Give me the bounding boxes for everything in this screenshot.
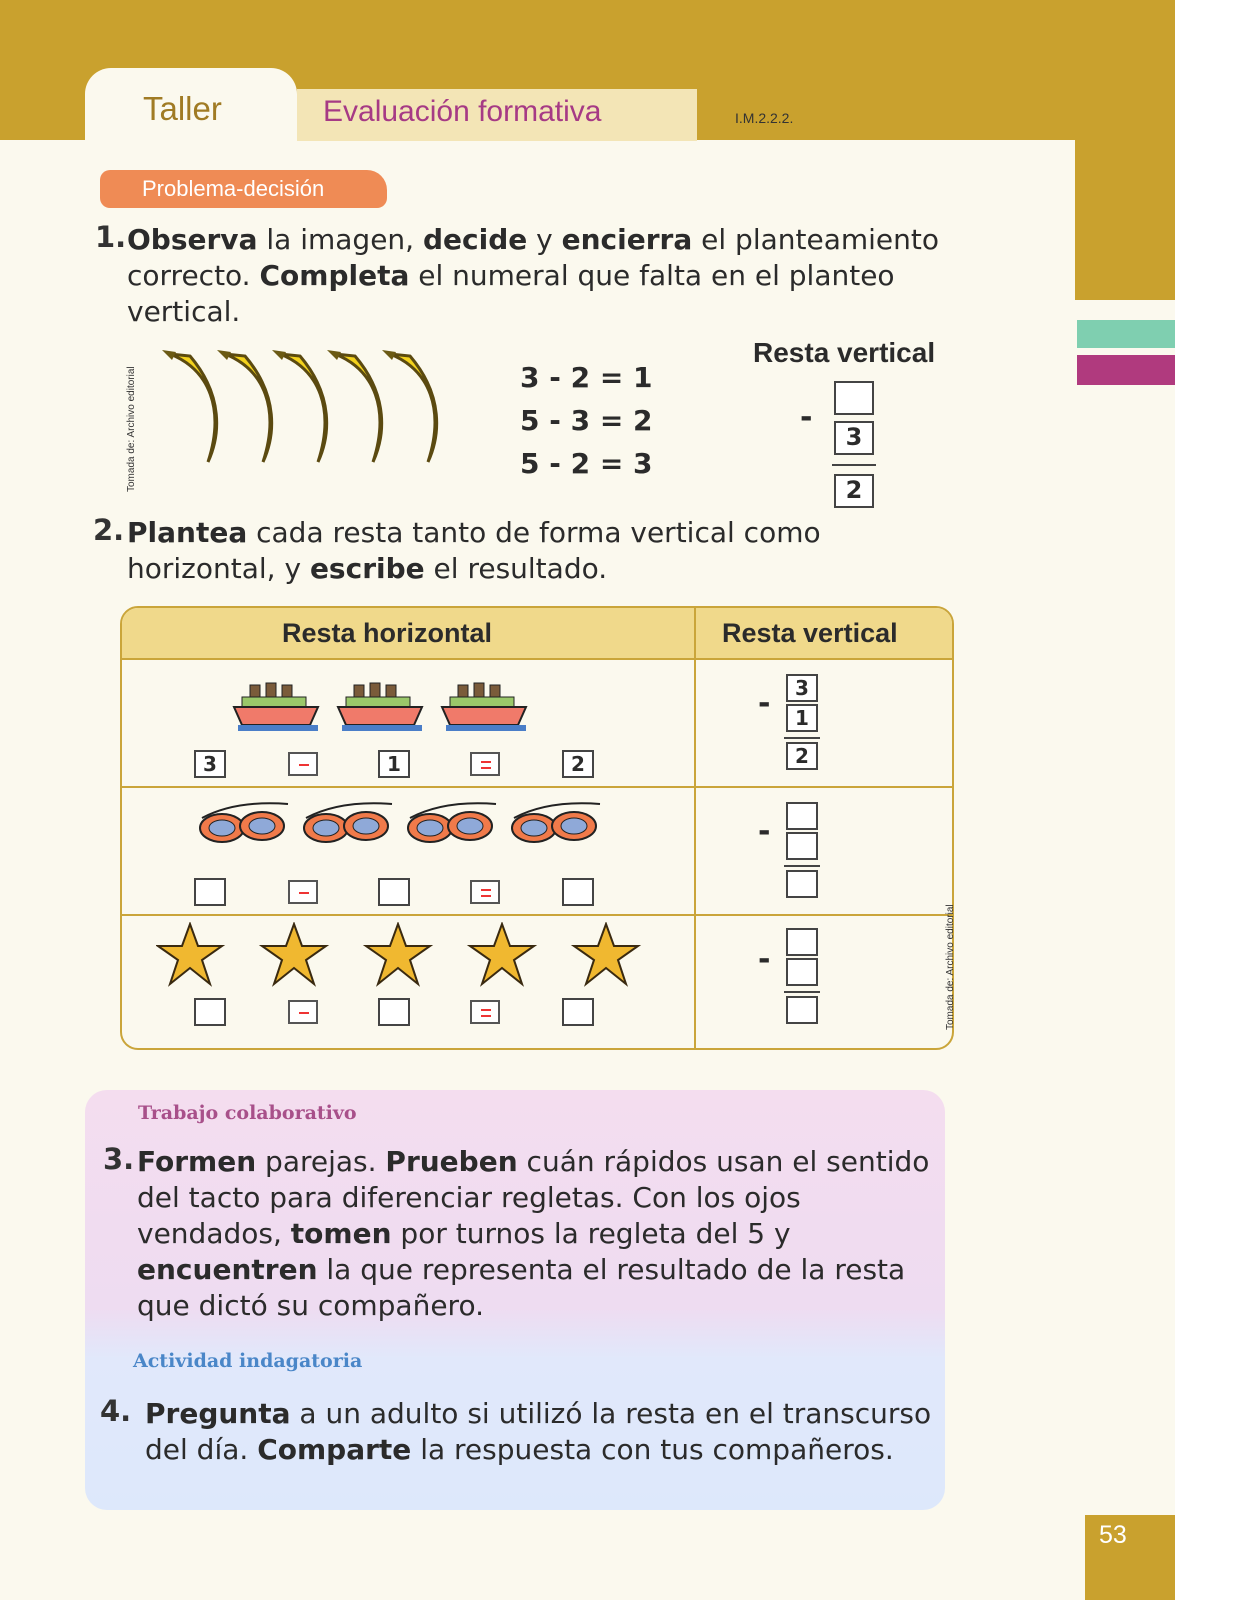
ex1-word-decide: decide [422, 223, 528, 256]
ship-icon [442, 683, 526, 731]
ex3-word-prueben: Prueben [385, 1145, 518, 1178]
minus-operator-box [288, 1000, 318, 1024]
ex3-text-2: cuán rápidos usan el sentido del tacto para diferenciar regletas. Con los ojos vendados, [137, 1145, 930, 1250]
row3-vertical-box[interactable] [786, 928, 818, 956]
ex3-word-formen: Formen [137, 1145, 257, 1178]
table-column-divider [694, 608, 696, 1048]
ex3-word-tomen: tomen [290, 1217, 392, 1250]
row3-answer-box[interactable] [562, 998, 594, 1026]
banana-icon [272, 350, 327, 462]
page-number-tab [1085, 1515, 1175, 1600]
row3-vertical-line [784, 991, 820, 993]
tab-taller [85, 68, 297, 158]
banana-icon [327, 350, 382, 462]
row2-answer-box[interactable] [194, 878, 226, 906]
ex3-text-3: por turnos la regleta del 5 y [391, 1217, 791, 1250]
tab-evaluacion-label: Evaluación formativa [323, 95, 602, 128]
starfish-icon [158, 924, 222, 984]
ex1-result-box: 2 [834, 474, 874, 508]
table-divider [122, 786, 952, 788]
ship-icon [234, 683, 318, 731]
starfish-icon [470, 924, 534, 984]
row1-subtrahend-box: 1 [378, 750, 410, 778]
row3-vertical-box[interactable] [786, 996, 818, 1024]
ex1-missing-numeral-box[interactable] [834, 381, 874, 415]
row1-vertical-result: 2 [786, 742, 818, 770]
ex2-number: 2. [93, 513, 125, 547]
banana-icon [162, 350, 217, 462]
table-divider [122, 914, 952, 916]
right-band [1075, 0, 1175, 300]
actividad-indagatoria-label: Actividad indagatoria [133, 1350, 363, 1372]
magenta-stripe [1077, 355, 1175, 385]
row1-vertical-middle: 1 [786, 704, 818, 732]
ex1-vertical-title: Resta vertical [753, 337, 936, 368]
ex2-image-credit: Tomada de: Archivo editorial [945, 904, 956, 1030]
ex3-text [137, 1144, 937, 1324]
ex1-text-3: el planteamiento correcto. [127, 223, 939, 292]
row2-answer-box[interactable] [562, 878, 594, 906]
ex1-text-4: el numeral que falta en el planteo vertical. [127, 259, 895, 328]
ex4-text [145, 1396, 935, 1468]
ex1-equations [520, 356, 653, 485]
ex2-text [127, 515, 967, 587]
banana-icon [217, 350, 272, 462]
ex2-text-1: cada resta tanto de forma vertical como horizontal, y [127, 516, 821, 585]
banana-icon [382, 350, 437, 462]
row2-answer-box[interactable] [378, 878, 410, 906]
starfish-image [156, 922, 646, 988]
page-number: 53 [1099, 1521, 1127, 1549]
row1-vertical-top: 3 [786, 674, 818, 702]
right-page-edge [1175, 0, 1236, 1600]
ex1-word-completa: Completa [259, 259, 410, 292]
header-resta-vertical: Resta vertical [722, 618, 898, 648]
minus-operator-box [288, 752, 318, 776]
table-divider [122, 658, 952, 660]
row2-vertical-minus: - [758, 814, 771, 849]
row1-minuend-box: 3 [194, 750, 226, 778]
minus-operator-box [288, 880, 318, 904]
ex3-text-4: la que representa el resultado de la resta que dictó su compañero. [137, 1253, 906, 1322]
ex1-word-encierra: encierra [561, 223, 693, 256]
ex3-word-encuentren: encuentren [137, 1253, 318, 1286]
equation-option[interactable]: 3 - 2 = 1 [520, 361, 653, 394]
starfish-icon [262, 924, 326, 984]
equals-operator-box [470, 752, 500, 776]
goggles-icon [304, 803, 392, 842]
header-resta-horizontal: Resta horizontal [282, 618, 493, 648]
equals-operator-box [470, 1000, 500, 1024]
tab-evaluacion [297, 89, 697, 141]
trabajo-colaborativo-label: Trabajo colaborativo [138, 1102, 357, 1124]
starfish-icon [574, 924, 638, 984]
ex1-word-observa: Observa [127, 223, 258, 256]
goggles-icon [408, 803, 496, 842]
ex3-text-1: parejas. [256, 1145, 386, 1178]
equals-operator-box [470, 880, 500, 904]
indicator-code: I.M.2.2.2. [735, 110, 794, 126]
ex1-text [127, 222, 967, 330]
ship-icon [338, 683, 422, 731]
ex1-text-2: y [527, 223, 562, 256]
goggles-icon [512, 803, 600, 842]
ex4-text-1: a un adulto si utilizó la resta en el transcurso del día. [145, 1397, 932, 1466]
tab-taller-label: Taller [143, 90, 222, 127]
row3-answer-box[interactable] [378, 998, 410, 1026]
row1-vertical-minus: - [758, 686, 771, 721]
row2-vertical-box[interactable] [786, 802, 818, 830]
starfish-icon [366, 924, 430, 984]
goggles-image [196, 798, 606, 848]
row2-vertical-box[interactable] [786, 832, 818, 860]
row3-answer-box[interactable] [194, 998, 226, 1026]
ex4-word-comparte: Comparte [257, 1433, 412, 1466]
problem-decision-pill: Problema-decisión [100, 170, 387, 208]
row2-vertical-line [784, 865, 820, 867]
equation-option[interactable]: 5 - 3 = 2 [520, 404, 653, 437]
ex2-text-2: el resultado. [424, 552, 608, 585]
ex1-number: 1. [95, 220, 127, 254]
ex4-text-2: la respuesta con tus compañeros. [411, 1433, 894, 1466]
row1-result-box: 2 [562, 750, 594, 778]
ex1-minus-sign: - [800, 400, 813, 435]
ex2-word-plantea: Plantea [127, 516, 248, 549]
ex4-word-pregunta: Pregunta [145, 1397, 291, 1430]
row3-vertical-box[interactable] [786, 958, 818, 986]
equation-option[interactable]: 5 - 2 = 3 [520, 447, 653, 480]
ex1-image-credit: Tomada de: Archivo editorial [126, 366, 137, 492]
bananas-image [150, 340, 450, 480]
row3-vertical-minus: - [758, 942, 771, 977]
ex4-number: 4. [100, 1394, 132, 1428]
subtraction-table [120, 606, 954, 1050]
goggles-icon [200, 803, 288, 842]
ships-image [232, 673, 542, 737]
row2-vertical-box[interactable] [786, 870, 818, 898]
ex1-text-1: la imagen, [257, 223, 423, 256]
ex1-subtrahend-box: 3 [834, 421, 874, 455]
row1-vertical-line [784, 737, 820, 739]
ex1-result-line [832, 464, 876, 466]
teal-stripe [1077, 320, 1175, 348]
ex3-number: 3. [103, 1142, 135, 1176]
ex2-word-escribe: escribe [309, 552, 425, 585]
